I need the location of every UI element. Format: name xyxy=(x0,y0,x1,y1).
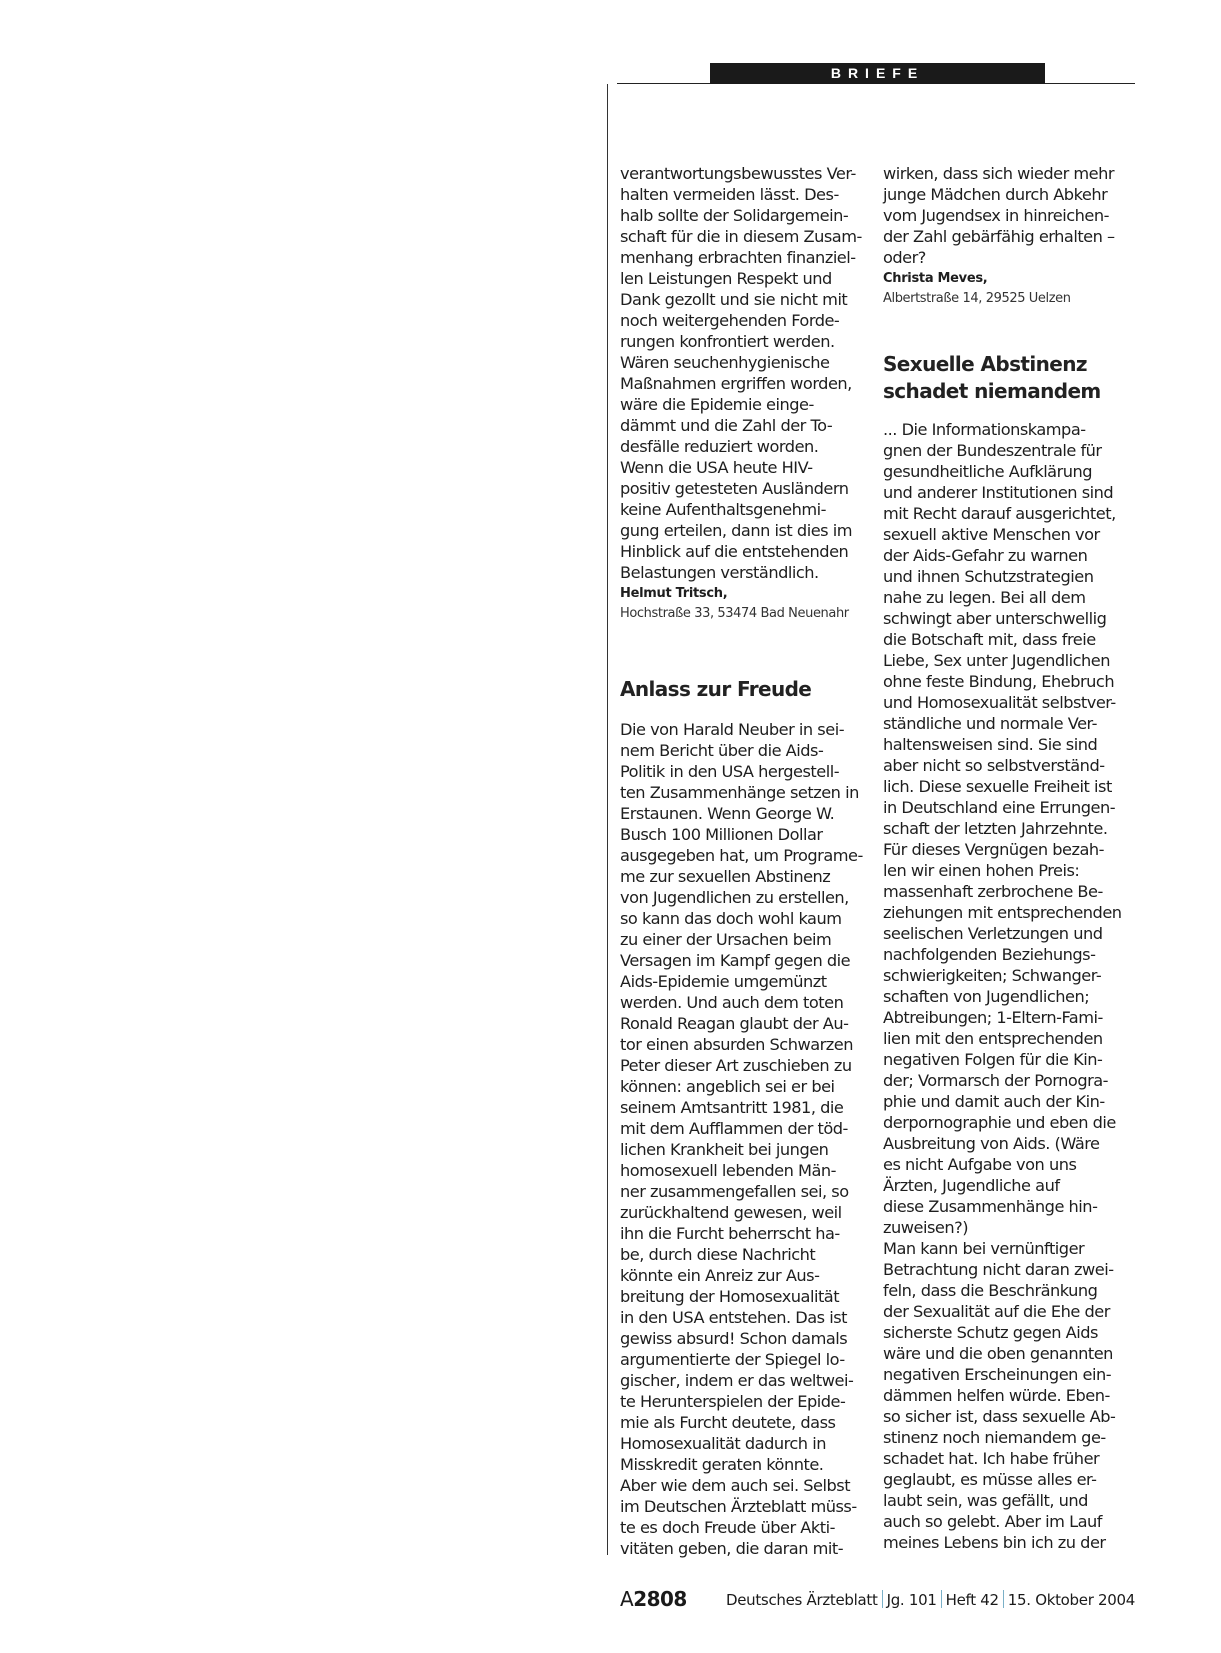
text-line: diese Zusammenhänge hin- xyxy=(883,1197,1098,1216)
text-line: Man kann bei vernünftiger xyxy=(883,1239,1085,1258)
text-line: negativen Erscheinungen ein- xyxy=(883,1365,1112,1384)
text-line: Ärzten, Jugendliche auf xyxy=(883,1176,1060,1195)
author-name: Helmut Tritsch, xyxy=(620,586,728,601)
text-line: Ronald Reagan glaubt der Au- xyxy=(620,1014,849,1033)
text-line: dämmen helfen würde. Eben- xyxy=(883,1386,1110,1405)
text-line: derpornographie und eben die xyxy=(883,1113,1116,1132)
text-line: mit dem Aufflammen der töd- xyxy=(620,1119,848,1138)
text-line: seelischen Verletzungen und xyxy=(883,924,1103,943)
text-line: Belastungen verständlich. xyxy=(620,563,819,582)
column-left xyxy=(620,163,872,1559)
text-line: halb sollte der Solidargemein- xyxy=(620,206,849,225)
text-line: lich. Diese sexuelle Freiheit ist xyxy=(883,777,1112,796)
text-line: halten vermeiden lässt. Des- xyxy=(620,185,839,204)
text-line: dämmt und die Zahl der To- xyxy=(620,416,833,435)
letter-heading xyxy=(883,351,1135,405)
text-line: Aids-Epidemie umgemünzt xyxy=(620,972,827,991)
separator xyxy=(941,1590,942,1608)
column-rule xyxy=(607,84,608,1555)
text-line: te es doch Freude über Akti- xyxy=(620,1518,835,1537)
text-line: ohne feste Bindung, Ehebruch xyxy=(883,672,1115,691)
text-line: len wir einen hohen Preis: xyxy=(883,861,1080,880)
text-line: wäre und die oben genannten xyxy=(883,1344,1113,1363)
text-line: geglaubt, es müsse alles er- xyxy=(883,1470,1097,1489)
text-line: können: angeblich sei er bei xyxy=(620,1077,835,1096)
text-line: Abtreibungen; 1-Eltern-Fami- xyxy=(883,1008,1103,1027)
date: 15. Oktober 2004 xyxy=(1007,1591,1135,1609)
text-line: mit Recht darauf ausgerichtet, xyxy=(883,504,1116,523)
text-line: aber nicht so selbstverständ- xyxy=(883,756,1105,775)
text-line: sicherste Schutz gegen Aids xyxy=(883,1323,1098,1342)
text-line: in Deutschland eine Errungen- xyxy=(883,798,1116,817)
body-text xyxy=(620,719,872,1559)
text-line: schaften von Jugendlichen; xyxy=(883,987,1090,1006)
text-line: seinem Amtsantritt 1981, die xyxy=(620,1098,844,1117)
text-line: me zur sexuellen Abstinenz xyxy=(620,867,831,886)
body-text xyxy=(883,163,1135,268)
text-line: gung erteilen, dann ist dies im xyxy=(620,521,852,540)
text-line: Erstaunen. Wenn George W. xyxy=(620,804,835,823)
heading-line: schadet niemandem xyxy=(883,379,1101,403)
text-line: Misskredit geraten könnte. xyxy=(620,1455,824,1474)
separator xyxy=(1003,1590,1004,1608)
text-line: es nicht Aufgabe von uns xyxy=(883,1155,1077,1174)
text-line: Wären seuchenhygienische xyxy=(620,353,830,372)
text-line: im Deutschen Ärzteblatt müss- xyxy=(620,1497,857,1516)
text-line: lichen Krankheit bei jungen xyxy=(620,1140,829,1159)
text-line: könnte ein Anreiz zur Aus- xyxy=(620,1266,820,1285)
page-footer xyxy=(620,1587,1135,1613)
text-line: ner zusammengefallen sei, so xyxy=(620,1182,849,1201)
text-line: nahe zu legen. Bei all dem xyxy=(883,588,1086,607)
text-line: haltensweisen sind. Sie sind xyxy=(883,735,1098,754)
author-address: Albertstraße 14, 29525 Uelzen xyxy=(883,291,1071,306)
text-line: so sicher ist, dass sexuelle Ab- xyxy=(883,1407,1116,1426)
text-line: positiv getesteten Ausländern xyxy=(620,479,849,498)
text-line: homosexuell lebenden Män- xyxy=(620,1161,836,1180)
text-line: oder? xyxy=(883,248,926,267)
text-line: Busch 100 Millionen Dollar xyxy=(620,825,823,844)
author-name: Christa Meves, xyxy=(883,271,988,286)
text-line: breitung der Homosexualität xyxy=(620,1287,840,1306)
text-line: verantwortungsbewusstes Ver- xyxy=(620,164,856,183)
text-line: wäre die Epidemie einge- xyxy=(620,395,814,414)
text-line: Peter dieser Art zuschieben zu xyxy=(620,1056,852,1075)
text-line: schadet hat. Ich habe früher xyxy=(883,1449,1100,1468)
text-line: feln, dass die Beschränkung xyxy=(883,1281,1098,1300)
text-line: ständliche und normale Ver- xyxy=(883,714,1097,733)
text-line: Politik in den USA hergestell- xyxy=(620,762,840,781)
text-line: Wenn die USA heute HIV- xyxy=(620,458,813,477)
text-line: negativen Folgen für die Kin- xyxy=(883,1050,1103,1069)
separator xyxy=(882,1590,883,1608)
text-line: und ihnen Schutzstrategien xyxy=(883,567,1094,586)
text-line: und anderer Institutionen sind xyxy=(883,483,1114,502)
text-line: werden. Und auch dem toten xyxy=(620,993,844,1012)
text-line: ziehungen mit entsprechenden xyxy=(883,903,1122,922)
text-line: keine Aufenthaltsgenehmi- xyxy=(620,500,826,519)
text-line: len Leistungen Respekt und xyxy=(620,269,832,288)
text-line: gischer, indem er das weltwei- xyxy=(620,1371,854,1390)
text-line: Liebe, Sex unter Jugendlichen xyxy=(883,651,1110,670)
letter-heading: Anlass zur Freude xyxy=(620,677,812,701)
text-line: zuweisen?) xyxy=(883,1218,969,1237)
text-line: vom Jugendsex in hinreichen- xyxy=(883,206,1109,225)
text-line: Betrachtung nicht daran zwei- xyxy=(883,1260,1114,1279)
section-label: BRIEFE xyxy=(710,63,1045,84)
text-line: gnen der Bundeszentrale für xyxy=(883,441,1102,460)
text-line: Maßnahmen ergriffen worden, xyxy=(620,374,852,393)
text-line: vitäten geben, die daran mit- xyxy=(620,1539,844,1558)
journal-name: Deutsches Ärzteblatt xyxy=(725,1591,878,1609)
text-line: schaft der letzten Jahrzehnte. xyxy=(883,819,1108,838)
text-line: zurückhaltend gewesen, weil xyxy=(620,1203,842,1222)
text-line: Für dieses Vergnügen bezah- xyxy=(883,840,1105,859)
text-line: meines Lebens bin ich zu der xyxy=(883,1533,1106,1552)
text-line: nachfolgenden Beziehungs- xyxy=(883,945,1096,964)
text-line: so kann das doch wohl kaum xyxy=(620,909,842,928)
volume: Jg. 101 xyxy=(886,1591,937,1609)
text-line: stinenz noch niemandem ge- xyxy=(883,1428,1106,1447)
text-line: Die von Harald Neuber in sei- xyxy=(620,720,845,739)
text-line: desfälle reduziert worden. xyxy=(620,437,819,456)
text-line: Aber wie dem auch sei. Selbst xyxy=(620,1476,851,1495)
text-line: rungen konfrontiert werden. xyxy=(620,332,835,351)
text-line: der; Vormarsch der Pornogra- xyxy=(883,1071,1109,1090)
text-line: schaft für die in diesem Zusam- xyxy=(620,227,862,246)
text-line: be, durch diese Nachricht xyxy=(620,1245,816,1264)
body-text xyxy=(883,419,1135,1553)
text-line: noch weitergehenden Forde- xyxy=(620,311,840,330)
text-line: te Herunterspielen der Epide- xyxy=(620,1392,846,1411)
text-line: lien mit den entsprechenden xyxy=(883,1029,1103,1048)
text-line: argumentierte der Spiegel lo- xyxy=(620,1350,845,1369)
text-line: menhang erbrachten finanziel- xyxy=(620,248,856,267)
publication-info xyxy=(726,1590,1135,1609)
text-line: massenhaft zerbrochene Be- xyxy=(883,882,1103,901)
text-line: der Aids-Gefahr zu warnen xyxy=(883,546,1088,565)
text-line: auch so gelebt. Aber im Lauf xyxy=(883,1512,1102,1531)
letter-tritsch-end xyxy=(620,163,872,624)
text-line: die Botschaft mit, dass freie xyxy=(883,630,1096,649)
column-right xyxy=(883,163,1135,1553)
text-line: Dank gezollt und sie nicht mit xyxy=(620,290,848,309)
heading-line: Sexuelle Abstinenz xyxy=(883,352,1087,376)
text-line: phie und damit auch der Kin- xyxy=(883,1092,1105,1111)
text-line: schwingt aber unterschwellig xyxy=(883,609,1107,628)
body-text xyxy=(620,163,872,583)
text-line: zu einer der Ursachen beim xyxy=(620,930,832,949)
text-line: sexuell aktive Menschen vor xyxy=(883,525,1100,544)
text-line: und Homosexualität selbstver- xyxy=(883,693,1116,712)
text-line: in den USA entstehen. Das ist xyxy=(620,1308,848,1327)
text-line: der Zahl gebärfähig erhalten – xyxy=(883,227,1115,246)
text-line: der Sexualität auf die Ehe der xyxy=(883,1302,1110,1321)
text-line: junge Mädchen durch Abkehr xyxy=(883,185,1108,204)
text-line: mie als Furcht deutete, dass xyxy=(620,1413,836,1432)
text-line: gewiss absurd! Schon damals xyxy=(620,1329,848,1348)
text-line: schwierigkeiten; Schwanger- xyxy=(883,966,1102,985)
text-line: ihn die Furcht beherrscht ha- xyxy=(620,1224,840,1243)
text-line: tor einen absurden Schwarzen xyxy=(620,1035,853,1054)
page-number: A2808 xyxy=(620,1587,687,1611)
text-line: ausgegeben hat, um Programe- xyxy=(620,846,863,865)
text-line: von Jugendlichen zu erstellen, xyxy=(620,888,849,907)
text-line: ... Die Informationskampa- xyxy=(883,420,1086,439)
text-line: wirken, dass sich wieder mehr xyxy=(883,164,1115,183)
issue: Heft 42 xyxy=(945,1591,999,1609)
text-line: Homosexualität dadurch in xyxy=(620,1434,826,1453)
text-line: ten Zusammenhänge setzen in xyxy=(620,783,859,802)
text-line: Hinblick auf die entstehenden xyxy=(620,542,849,561)
author-address: Hochstraße 33, 53474 Bad Neuenahr xyxy=(620,606,849,621)
text-line: nem Bericht über die Aids- xyxy=(620,741,824,760)
text-line: gesundheitliche Aufklärung xyxy=(883,462,1093,481)
text-line: Versagen im Kampf gegen die xyxy=(620,951,851,970)
text-line: Ausbreitung von Aids. (Wäre xyxy=(883,1134,1100,1153)
text-line: laubt sein, was gefällt, und xyxy=(883,1491,1088,1510)
